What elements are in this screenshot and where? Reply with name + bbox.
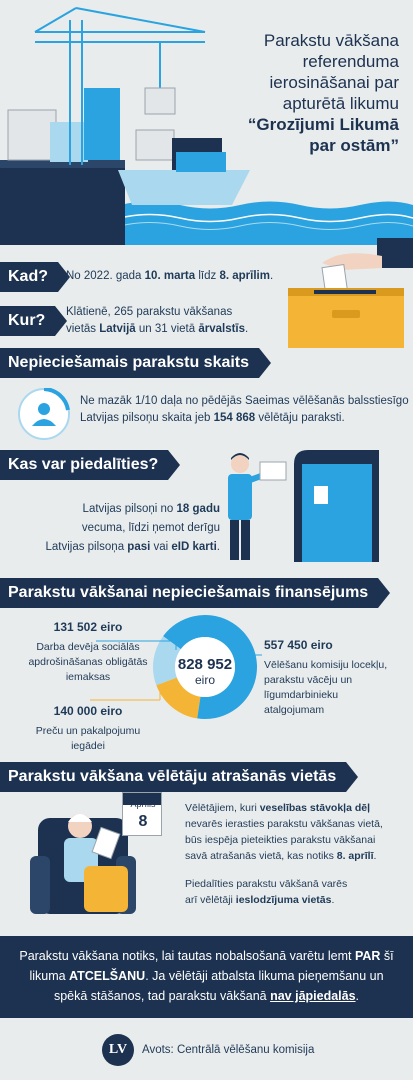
donut-total: 828 952 <box>177 656 233 673</box>
item1-l3: iemaksas <box>65 671 111 683</box>
item3-amount: 557 450 eiro <box>264 638 333 652</box>
loc-p1-l1-text: Vēlētājiem, kuri <box>185 802 260 814</box>
calendar-month: Aprīlis <box>130 799 156 809</box>
kur-arvalstis: ārvalstīs <box>198 323 246 335</box>
loc-p2-l2-pre: arī vēlētāji <box>185 894 236 906</box>
item3-l4: atalgojumam <box>264 704 325 716</box>
item3-l2: parakstu vācēju un <box>264 674 353 686</box>
loc-p1-bold: veselības stāvokļa dēļ <box>259 802 371 814</box>
item1-l2: apdrošināšanas obligātās <box>28 656 148 668</box>
footer-t2: šī likuma <box>29 949 394 983</box>
kad-text-post: . <box>269 270 274 282</box>
footer-t3: . Ja vēlētāji atbalsta likuma pieņemšanu un spēkā stāšanos, tad parakstu vākšanā <box>53 969 384 1003</box>
donut-unit: eiro <box>194 673 215 687</box>
kad-date-end: 8. aprīlim <box>219 270 270 282</box>
kur-line1: Klātienē, 265 parakstu vākšanas <box>66 306 233 318</box>
loc-p1-l4-pre: savā atrašanās vietā, kas notiks <box>185 850 337 862</box>
who-line3-post: . <box>216 541 220 553</box>
loc-p1-l3: būs iespēja pieteikties parakstu vākšanai <box>185 834 376 846</box>
footer-note <box>0 936 413 1018</box>
who-line3-mid: vai <box>150 541 172 553</box>
loc-p2-bold: ieslodzījuma vietās <box>235 894 332 906</box>
title-line: referenduma <box>302 52 399 71</box>
who-line3-pre: Latvijas pilsoņa <box>45 541 128 553</box>
who-line2: vecuma, līdzi ņemot derīgu <box>81 522 220 534</box>
who-line1-pre: Latvijas pilsoņi no <box>82 503 177 515</box>
kad-tag: Kad? <box>0 262 58 292</box>
who-pase: pasi <box>127 541 151 553</box>
kad-text-mid: līdz <box>195 270 220 282</box>
kur-tag: Kur? <box>0 306 55 336</box>
loc-p1-date: 8. aprīlī <box>336 850 374 862</box>
finance-tag: Parakstu vākšanai nepieciešamais finansējums <box>0 578 378 608</box>
item2-l2: iegādei <box>71 740 105 752</box>
count-tag: Nepieciešamais parakstu skaits <box>0 348 259 378</box>
who-eid: eID karti <box>171 541 217 553</box>
kur-line2-post: . <box>245 323 249 335</box>
count-number: 154 868 <box>213 412 256 424</box>
who-age: 18 gadu <box>176 503 220 515</box>
kur-line2-mid: un 31 vietā <box>135 323 199 335</box>
item2-l1: Preču un pakalpojumu <box>35 725 141 737</box>
kur-line2-pre: vietās <box>66 323 100 335</box>
title-bold-line: par ostām” <box>309 136 399 155</box>
loc-p1-l4 <box>185 848 410 864</box>
location-text <box>185 800 410 908</box>
footer-nav: nav jāpiedalās <box>270 989 356 1003</box>
footer-par: PAR <box>354 949 381 963</box>
title-bold-line: “Grozījumi Likumā <box>247 115 399 134</box>
lsm-logo: LV <box>102 1034 134 1066</box>
item1-l1: Darba devēja sociālās <box>36 641 140 653</box>
count-line2-pre: Latvijas pilsoņu skaita jeb <box>80 412 214 424</box>
item1-amount: 131 502 eiro <box>53 620 123 634</box>
kad-date-start: 10. marta <box>144 270 196 282</box>
calendar-day: 8 <box>138 813 148 830</box>
footer-t4: . <box>355 989 360 1003</box>
who-tag: Kas var piedalīties? <box>0 450 168 480</box>
loc-p1-l1 <box>185 800 410 816</box>
loc-p1-l4-post: . <box>373 850 377 862</box>
item3-l3: līgumdarbinieku <box>264 689 339 701</box>
kad-text-pre: No 2022. gada <box>66 270 145 282</box>
calendar-icon <box>122 792 162 836</box>
loc-p2-l1: Piedalīties parakstu vākšanā varēs <box>185 878 348 890</box>
footer-t1: Parakstu vākšana notiks, lai tautas nobalsošanā varētu lemt <box>19 949 355 963</box>
location-tag: Parakstu vākšana vēlētāju atrašanās vietās <box>0 762 346 792</box>
source-text: Avots: Centrālā vēlēšanu komisija <box>142 1044 315 1056</box>
item2-amount: 140 000 eiro <box>53 704 123 718</box>
loc-p1-l2: nevarēs ierasties parakstu vākšanas vietā, <box>185 818 383 830</box>
title-line: ierosināšanai par <box>269 73 399 92</box>
item3-l1: Vēlēšanu komisiju locekļu, <box>264 659 388 671</box>
title-line: Parakstu vākšana <box>263 31 399 50</box>
footer-atcelsanu: ATCELŠANU <box>69 969 146 983</box>
loc-p2-l2 <box>185 892 410 908</box>
count-line2-post: vēlētāju paraksti. <box>255 412 345 424</box>
loc-p2-post: . <box>331 894 335 906</box>
title-line: apturētā likumu <box>282 94 399 113</box>
kur-latvija: Latvijā <box>99 323 136 335</box>
count-line1: Ne mazāk 1/10 daļa no pēdējās Saeimas vēlēšanās balsstiesīgo <box>80 395 409 407</box>
